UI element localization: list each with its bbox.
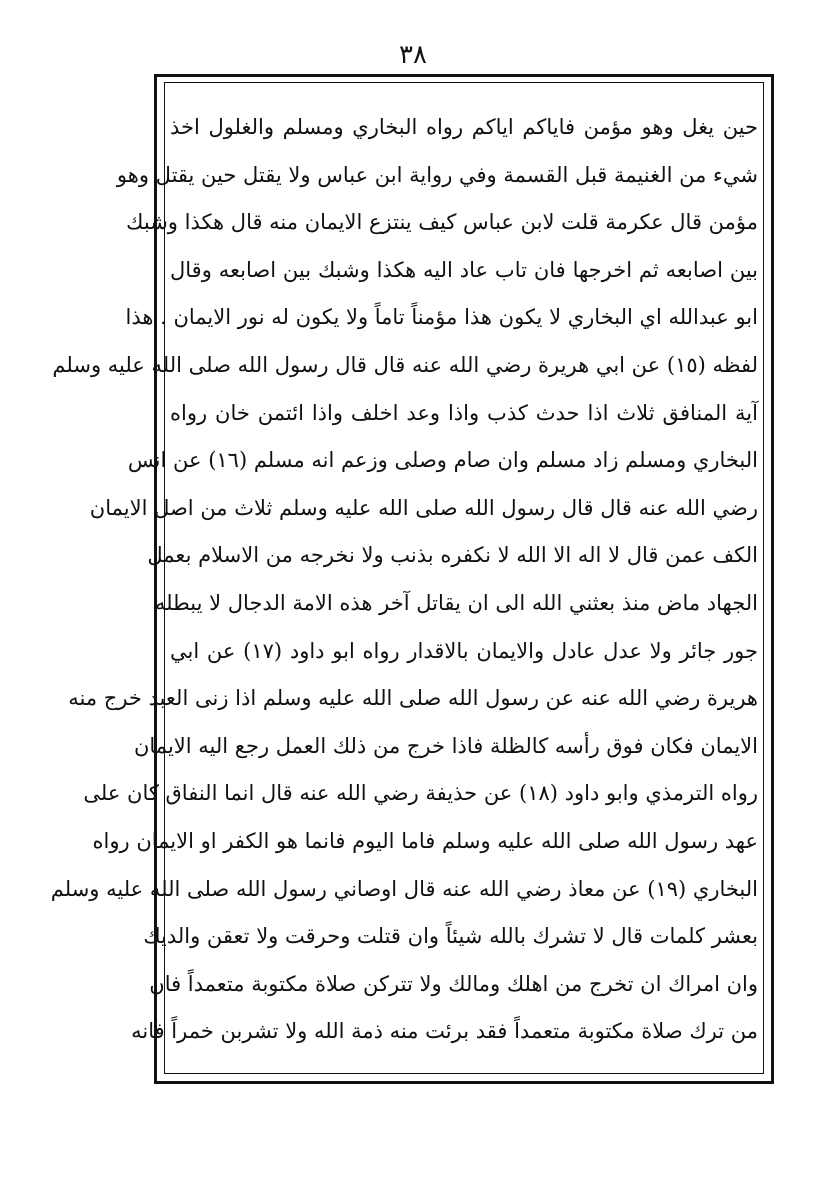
text-line: مؤمن قال عكرمة قلت لابن عباس كيف ينتزع الايمان منه قال هكذا وشبك	[126, 210, 758, 235]
text-line: البخاري ومسلم زاد مسلم وان صام وصلى وزعم انه مسلم (١٦) عن انس	[127, 448, 758, 473]
text-line: الجهاد ماض منذ بعثني الله الى ان يقاتل آخر هذه الامة الدجال لا يبطله	[154, 590, 758, 615]
text-line: بين اصابعه ثم اخرجها فان تاب عاد اليه هكذا وشبك بين اصابعه وقال	[170, 257, 758, 282]
text-line: وان امراك ان تخرج من اهلك ومالك ولا تتركن صلاة مكتوبة متعمداً فان	[149, 971, 758, 996]
text-line: رضي الله عنه قال قال رسول الله صلى الله عليه وسلم ثلاث من اصل الايمان	[89, 495, 758, 520]
text-line: ابو عبدالله اي البخاري لا يكون هذا مؤمناً تاماً ولا يكون له نور الايمان . هذا	[125, 305, 758, 330]
body-text	[50, 104, 758, 1056]
text-line: بعشر كلمات قال لا تشرك بالله شيئاً وان قتلت وحرقت ولا تعقن والديك	[143, 924, 758, 949]
text-line: جور جائر ولا عدل عادل والايمان بالاقدار رواه ابو داود (١٧) عن ابي	[170, 638, 758, 663]
page-number: ٣٨	[399, 40, 427, 70]
text-line: آية المنافق ثلاث اذا حدث كذب واذا وعد اخلف واذا ائتمن خان رواه	[170, 400, 758, 425]
text-line: شيء من الغنيمة قبل القسمة وفي رواية ابن عباس ولا يقتل حين يقتل وهو	[116, 162, 758, 187]
text-line: من ترك صلاة مكتوبة متعمداً فقد برئت منه ذمة الله ولا تشربن خمراً فانه	[131, 1019, 758, 1044]
text-line: البخاري (١٩) عن معاذ رضي الله عنه قال اوصاني رسول الله صلى الله عليه وسلم	[50, 876, 758, 901]
text-line: رواه الترمذي وابو داود (١٨) عن حذيفة رضي الله عنه قال انما النفاق كان على	[83, 781, 758, 806]
text-line: الكف عمن قال لا اله الا الله لا نكفره بذنب ولا نخرجه من الاسلام بعمل	[147, 543, 758, 568]
text-line: هريرة رضي الله عنه عن رسول الله صلى الله عليه وسلم اذا زنى العبد خرج منه	[68, 686, 758, 711]
text-line: لفظه (١٥) عن ابي هريرة رضي الله عنه قال قال رسول الله صلى الله عليه وسلم	[52, 352, 758, 377]
text-line: الايمان فكان فوق رأسه كالظلة فاذا خرج من ذلك العمل رجع اليه الايمان	[133, 733, 758, 758]
text-line: حين يغل وهو مؤمن فاياكم اياكم رواه البخاري ومسلم والغلول اخذ	[170, 115, 758, 139]
text-line: عهد رسول الله صلى الله عليه وسلم فاما اليوم فانما هو الكفر او الايمان رواه	[92, 828, 758, 853]
